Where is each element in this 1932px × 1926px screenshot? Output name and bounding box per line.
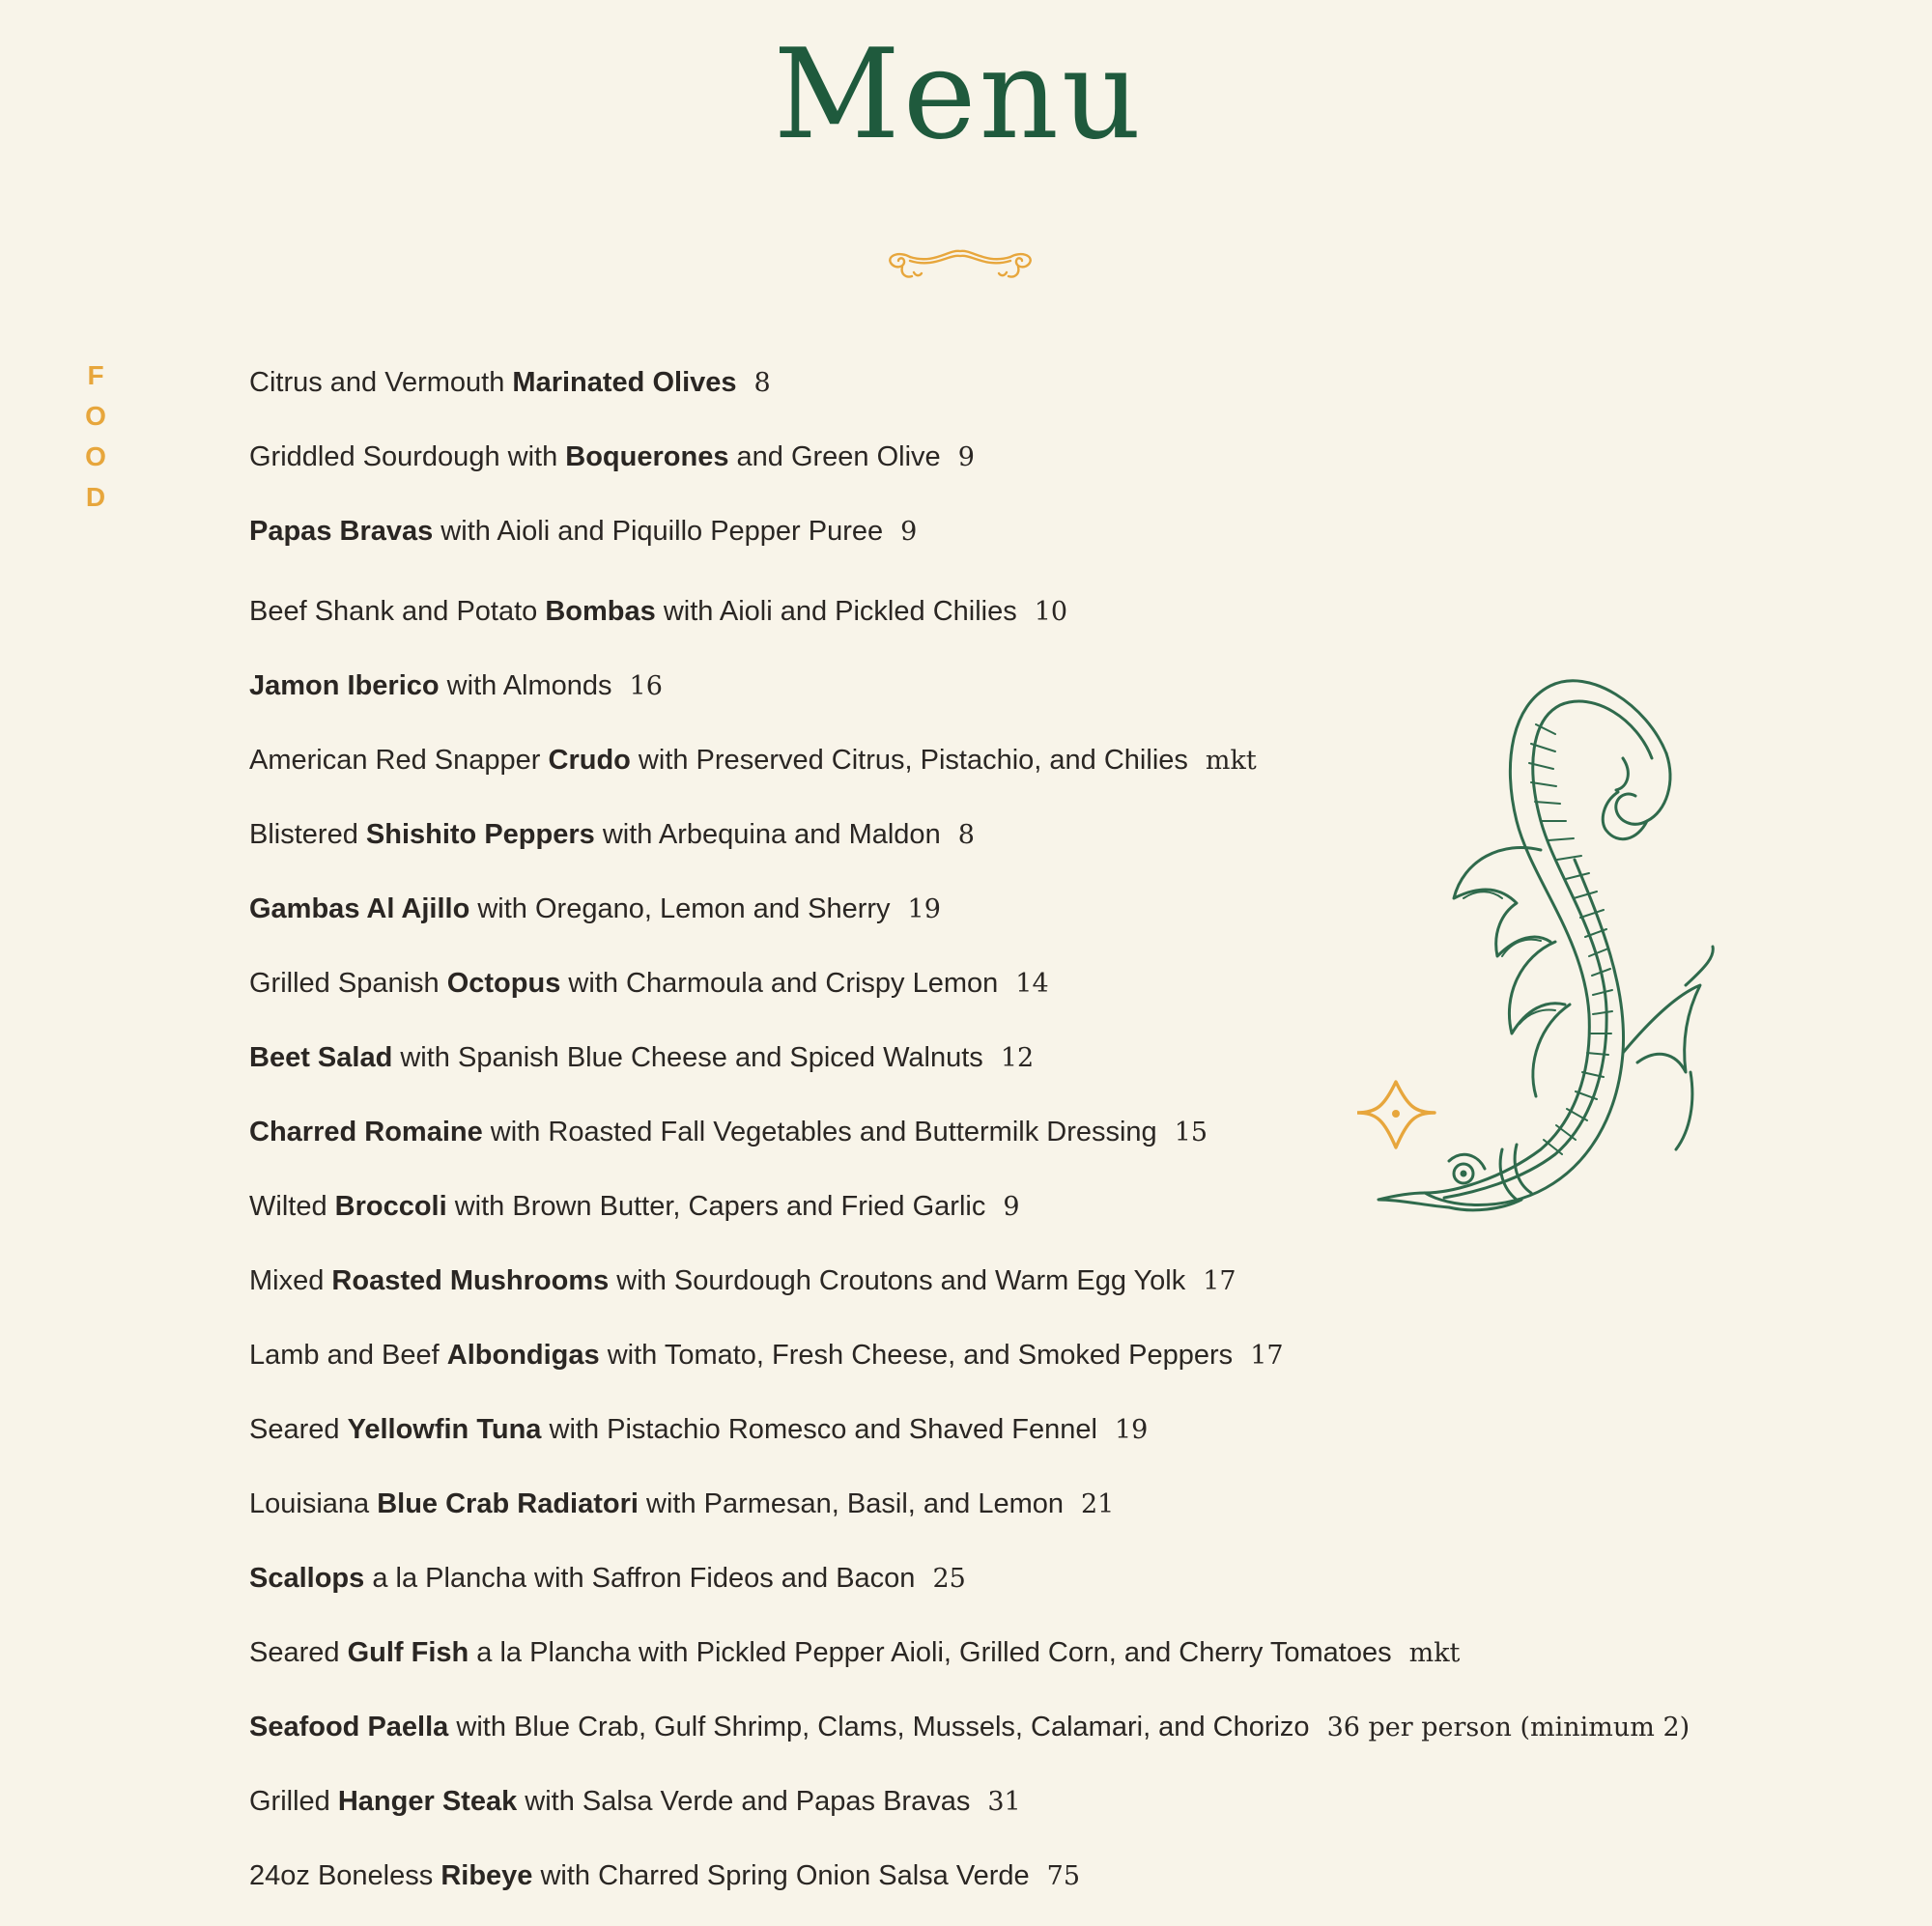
menu-item: [249, 586, 1690, 661]
dish-price: 10: [1034, 597, 1068, 627]
dish-prefix: Grilled Spanish: [249, 968, 447, 999]
section-letter: D: [85, 482, 106, 512]
dish-name: Broccoli: [334, 1191, 447, 1222]
dish-name: Charred Romaine: [249, 1117, 483, 1147]
dish-price: 21: [1081, 1489, 1115, 1519]
dish-prefix: 24oz Boneless: [249, 1860, 441, 1891]
dish-prefix: Blistered: [249, 819, 366, 850]
dish-description: with Aioli and Piquillo Pepper Puree: [433, 516, 884, 547]
dish-description: with Blue Crab, Gulf Shrimp, Clams, Mussels, Calamari, and Chorizo: [448, 1712, 1310, 1742]
dish-name: Gambas Al Ajillo: [249, 893, 470, 924]
dish-price: 8: [957, 820, 975, 850]
menu-item: [249, 1404, 1690, 1479]
menu-item: [249, 1256, 1690, 1330]
dish-description: and Green Olive: [728, 441, 941, 472]
dish-price: 36 per person (minimum 2): [1326, 1713, 1690, 1742]
flourish-divider-icon: [881, 240, 1039, 282]
dish-description: with Charred Spring Onion Salsa Verde: [532, 1860, 1030, 1891]
dish-name: Hanger Steak: [337, 1786, 518, 1817]
dish-name: Scallops: [249, 1563, 365, 1594]
dish-prefix: Seared: [249, 1637, 348, 1668]
dish-name: Marinated Olives: [512, 367, 737, 398]
dish-description: with Sourdough Croutons and Warm Egg Yolk: [609, 1265, 1186, 1296]
dish-price: mkt: [1408, 1638, 1461, 1668]
dish-price: 9: [900, 517, 918, 547]
section-letter: F: [87, 360, 104, 390]
dish-prefix: Griddled Sourdough with: [249, 441, 566, 472]
dish-prefix: Louisiana: [249, 1488, 378, 1519]
ornamental-fish-icon: [1357, 666, 1715, 1236]
menu-item: [249, 357, 1690, 432]
dish-name: Yellowfin Tuna: [347, 1414, 542, 1445]
dish-prefix: American Red Snapper: [249, 745, 549, 776]
dish-description: with Preserved Citrus, Pistachio, and Chilies: [630, 745, 1188, 776]
dish-name: Blue Crab Radiatori: [377, 1488, 639, 1519]
dish-name: Crudo: [548, 745, 631, 776]
menu-item: [249, 1628, 1690, 1702]
dish-description: with Brown Butter, Capers and Fried Garlic: [446, 1191, 986, 1222]
dish-price: 8: [753, 368, 771, 398]
dish-description: with Arbequina and Maldon: [594, 819, 941, 850]
dish-name: Beet Salad: [249, 1042, 393, 1073]
dish-description: with Parmesan, Basil, and Lemon: [638, 1488, 1064, 1519]
dish-name: Shishito Peppers: [365, 819, 595, 850]
menu-item: [249, 1330, 1690, 1404]
dish-name: Bombas: [545, 596, 656, 627]
dish-prefix: Beef Shank and Potato: [249, 596, 546, 627]
dish-description: a la Plancha with Pickled Pepper Aioli, Grilled Corn, and Cherry Tomatoes: [469, 1637, 1392, 1668]
dish-description: a la Plancha with Saffron Fideos and Bacon: [364, 1563, 916, 1594]
dish-prefix: Grilled: [249, 1786, 338, 1817]
dish-name: Octopus: [446, 968, 561, 999]
dish-name: Papas Bravas: [249, 516, 434, 547]
dish-prefix: Citrus and Vermouth: [249, 367, 513, 398]
dish-description: with Aioli and Pickled Chilies: [655, 596, 1017, 627]
menu-item: [249, 1479, 1690, 1553]
dish-prefix: Mixed: [249, 1265, 332, 1296]
section-letter: O: [85, 441, 106, 471]
dish-name: Gulf Fish: [347, 1637, 469, 1668]
menu-item: [249, 1851, 1690, 1925]
dish-name: Roasted Mushrooms: [331, 1265, 610, 1296]
dish-price: 12: [1000, 1043, 1035, 1073]
dish-price: 14: [1015, 969, 1049, 999]
dish-price: 9: [1003, 1192, 1020, 1222]
dish-price: 25: [932, 1564, 966, 1594]
dish-price: 19: [1114, 1415, 1149, 1445]
page-title: Menu: [773, 23, 1145, 167]
menu-item: [249, 1776, 1690, 1851]
dish-price: 15: [1174, 1118, 1208, 1147]
menu-item: [249, 1553, 1690, 1628]
section-letter: O: [85, 401, 106, 431]
menu-item: [249, 432, 1690, 506]
dish-description: with Spanish Blue Cheese and Spiced Walnuts: [392, 1042, 983, 1073]
dish-price: 31: [987, 1787, 1021, 1817]
dish-description: with Charmoula and Crispy Lemon: [560, 968, 999, 999]
dish-price: 19: [907, 894, 941, 924]
dish-price: 16: [629, 671, 663, 701]
dish-description: with Tomato, Fresh Cheese, and Smoked Peppers: [599, 1340, 1234, 1371]
menu-item: [249, 506, 1690, 581]
dish-description: with Oregano, Lemon and Sherry: [469, 893, 891, 924]
dish-description: with Roasted Fall Vegetables and Buttermilk Dressing: [482, 1117, 1157, 1147]
menu-item: [249, 1702, 1690, 1776]
dish-name: Jamon Iberico: [249, 670, 440, 701]
dish-price: 17: [1250, 1341, 1284, 1371]
section-label-food: [81, 355, 110, 518]
dish-price: 75: [1046, 1861, 1081, 1891]
dish-name: Ribeye: [440, 1860, 533, 1891]
dish-name: Seafood Paella: [249, 1712, 449, 1742]
dish-description: with Pistachio Romesco and Shaved Fennel: [541, 1414, 1097, 1445]
dish-price: 9: [957, 442, 975, 472]
dish-prefix: Wilted: [249, 1191, 335, 1222]
dish-description: with Salsa Verde and Papas Bravas: [517, 1786, 971, 1817]
dish-price: mkt: [1205, 746, 1257, 776]
dish-prefix: Lamb and Beef: [249, 1340, 447, 1371]
dish-prefix: Seared: [249, 1414, 348, 1445]
dish-name: Albondigas: [446, 1340, 600, 1371]
dish-price: 17: [1203, 1266, 1236, 1296]
dish-name: Boquerones: [565, 441, 729, 472]
dish-description: with Almonds: [439, 670, 612, 701]
